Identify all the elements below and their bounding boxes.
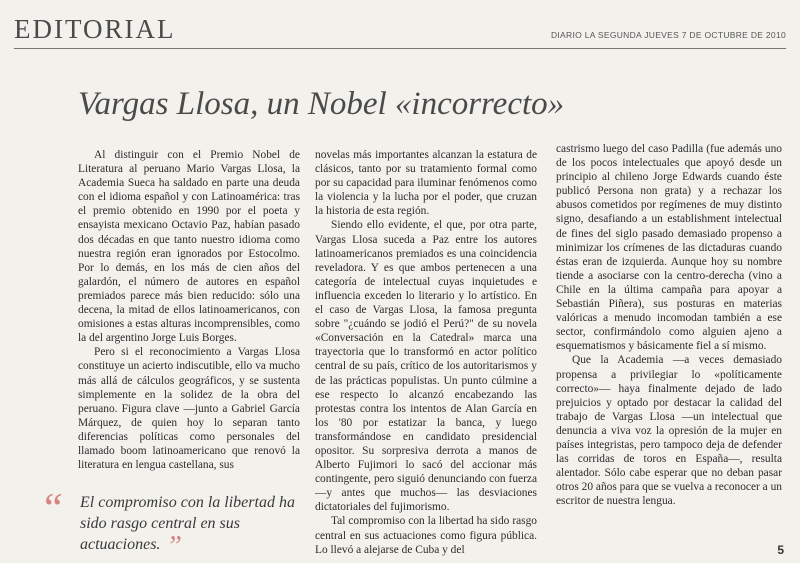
page-marker: 5 — [777, 543, 784, 557]
section-title: EDITORIAL — [14, 14, 176, 44]
paragraph: novelas más importantes alcanzan la estatura de clásicos, tanto por su tratamiento formal como por su capacidad para iluminar fenómenos como la violencia y la lucha por el poder, que cruzan la historia de esta región. — [315, 149, 537, 218]
paragraph: Siendo ello evidente, el que, por otra parte, Vargas Llosa suceda a Paz entre los autores latinoamericanos premiados es una coincidencia reveladora. Y es que ambos pertenecen a una categoría de intelectual cuyas inquietudes e influencia exceden lo literario y lo artístico. En el caso de Vargas Llosa, la famosa pregunta sobre "¿cuándo se jodió el Perú?" de su novela «Conversación en la Catedral» marca una trayectoria que lo transformó en actor político central de su país, crítico de los autoritarismos y de las prácticas populistas. Un punto cúlmine a ese respecto lo alcanzó encabezando las protestas contra los intentos de Alan García en los '80 por estatizar la banca, y luego transformándose en candidato presidencial opositor. Su sorpresiva derrota a manos de Alberto Fujimori lo sacó del accionar más contingente, pero siguió denunciando con fuerza —y antes que muchos— las desviaciones dictatoriales del fujimorismo. — [315, 219, 537, 514]
close-quote-icon: ” — [166, 531, 182, 562]
header-rule — [14, 48, 786, 49]
article-column-2 — [315, 148, 537, 557]
paragraph: Que la Academia —a veces demasiado propensa a privilegiar lo «políticamente correcto»— haya finalmente dejado de lado prejuicios y optado por destacar la calidad del trabajo de Vargas Llosa —un intelectual que denuncia a viva voz la opresión de la mujer en países integristas, pero tampoco deja de defender las corridas de toros en España—, resulta alentador. Sólo cabe esperar que no deban pasar otros 20 años para que se vuelva a reconocer a un escritor de nuestra lengua. — [556, 354, 782, 508]
open-quote-icon: “ — [40, 486, 64, 532]
paragraph: Tal compromiso con la libertad ha sido rasgo central en sus actuaciones como figura pública. Lo llevó a alejarse de Cuba y del — [315, 515, 537, 556]
article-column-1 — [78, 148, 300, 472]
pull-quote — [40, 492, 300, 562]
paragraph: Al distinguir con el Premio Nobel de Literatura al peruano Mario Vargas Llosa, la Academia Sueca ha saldado en parte una deuda con el idioma español y con Latinoamérica: tras el premio obtenido en 1990 por el poeta y ensayista mexicano Octavio Paz, habían pasado dos décadas en que tanto nuestro idioma como nuestra región eran ignorados por Estocolmo. Por lo demás, en los más de cien años del galardón, el número de autores en español premiados parece más bien reducido: sólo una decena, la mitad de ellos latinoamericanos, con omisiones a estas alturas incomprensibles, como la del argentino Jorge Luis Borges. — [78, 149, 300, 345]
paragraph: castrismo luego del caso Padilla (fue además uno de los pocos intelectuales que apoyó desde un principio al chileno Jorge Edwards cuando éste publicó Persona non grata) y a rechazar los abusos cometidos por regímenes de muy distinto signo, desafiando a un establishment intelectual de fines del siglo pasado demasiado propenso a minimizar los crímenes de las dictaduras cuando éstas eran de izquierda. Aunque hoy su nombre tiende a asociarse con la centro-derecha (vino a Chile en la última campaña para apoyar a Sebastián Piñera), sus posturas en materias valóricas a menudo incomodan también a ese sector, confirmándolo como alguien ajeno a esquematismos y básicamente fiel a sí mismo. — [556, 143, 782, 353]
dateline: DIARIO LA SEGUNDA JUEVES 7 DE OCTUBRE DE 2010 — [550, 30, 786, 40]
pull-quote-text: El compromiso con la libertad ha sido rasgo central en sus actuaciones. — [80, 494, 295, 553]
paragraph: Pero si el reconocimiento a Vargas Llosa constituye un acierto indiscutible, ello va mucho más allá de cálculos geográficos, y se sustenta simplemente en la solidez de la obra del peruano. Figura clave —junto a Gabriel García Márquez, de quien hoy lo separan tanto diferencias políticas como personales del llamado boom latinoamericano que renovó la literatura en lengua castellana, sus — [78, 346, 300, 472]
headline: Vargas Llosa, un Nobel «incorrecto» — [78, 86, 565, 122]
article-column-3 — [556, 142, 782, 508]
